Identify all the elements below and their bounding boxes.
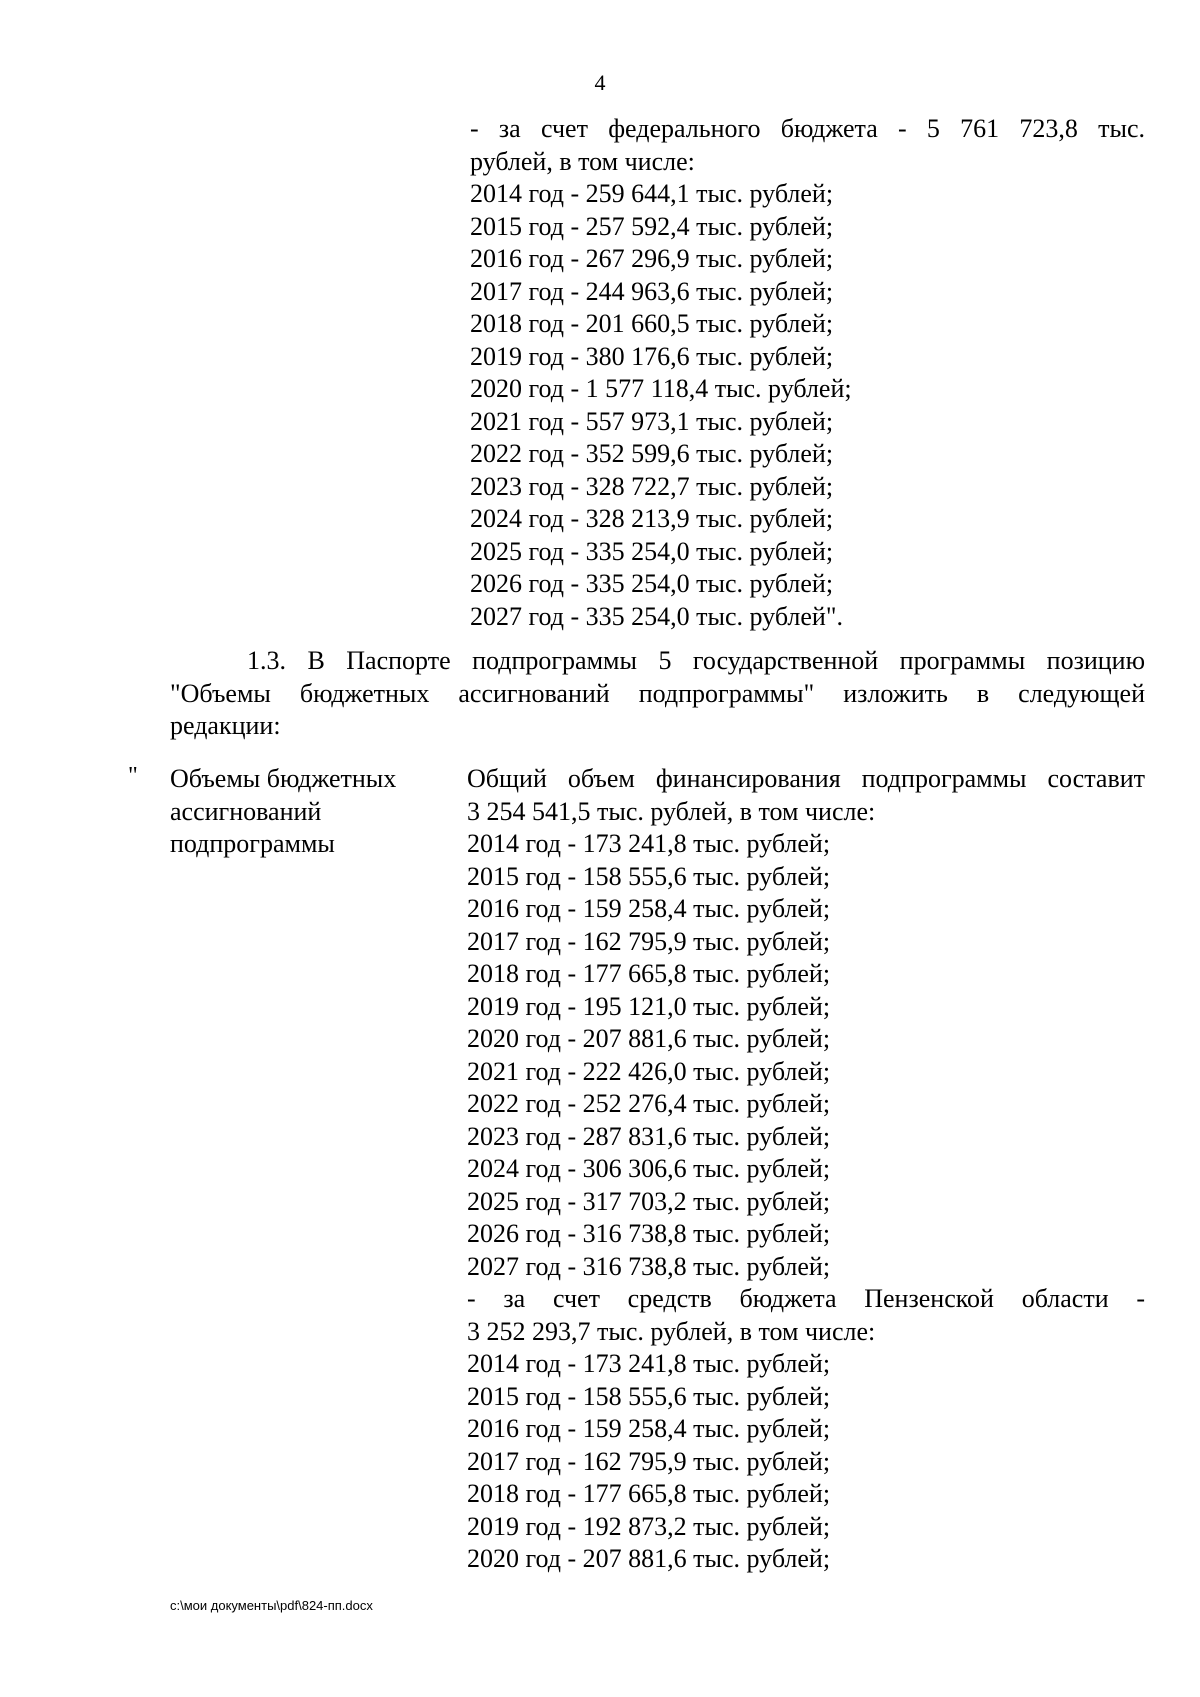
regional-year-line: 2014 год - 173 241,8 тыс. рублей;: [467, 1349, 831, 1378]
regional-year-line: 2019 год - 192 873,2 тыс. рублей;: [467, 1511, 831, 1541]
label-line: ассигнований: [170, 796, 322, 826]
passport-row-value: [467, 763, 1145, 1576]
total-year-line: 2024 год - 306 306,6 тыс. рублей;: [467, 1154, 831, 1183]
regional-year-line: 2018 год - 177 665,8 тыс. рублей;: [467, 1479, 831, 1508]
total-year-line: 2023 год - 287 831,6 тыс. рублей;: [467, 1121, 831, 1151]
total-year-line: 2025 год - 317 703,2 тыс. рублей;: [467, 1186, 831, 1216]
federal-year-line: 2017 год - 244 963,6 тыс. рублей;: [470, 276, 834, 306]
federal-year-line: 2019 год - 380 176,6 тыс. рублей;: [470, 341, 834, 371]
federal-year-line: 2027 год - 335 254,0 тыс. рублей".: [470, 601, 843, 631]
federal-year-line: 2018 год - 201 660,5 тыс. рублей;: [470, 309, 834, 338]
total-year-line: 2016 год - 159 258,4 тыс. рублей;: [467, 894, 831, 923]
regional-budget-heading: - за счет средств бюджета Пензенской области -: [467, 1284, 1145, 1313]
total-year-line: 2019 год - 195 121,0 тыс. рублей;: [467, 991, 831, 1021]
federal-year-line: 2020 год - 1 577 118,4 тыс. рублей;: [470, 374, 852, 403]
regional-budget-amount: 3 252 293,7 тыс. рублей, в том числе:: [467, 1316, 876, 1346]
total-year-line: 2027 год - 316 738,8 тыс. рублей;: [467, 1251, 831, 1281]
regional-year-line: 2017 год - 162 795,9 тыс. рублей;: [467, 1446, 831, 1476]
regional-year-line: 2020 год - 207 881,6 тыс. рублей;: [467, 1544, 831, 1573]
federal-year-line: 2015 год - 257 592,4 тыс. рублей;: [470, 211, 834, 241]
total-year-line: 2014 год - 173 241,8 тыс. рублей;: [467, 829, 831, 858]
federal-year-line: 2026 год - 335 254,0 тыс. рублей;: [470, 569, 834, 598]
federal-year-line: 2025 год - 335 254,0 тыс. рублей;: [470, 536, 834, 566]
regional-year-line: 2015 год - 158 555,6 тыс. рублей;: [467, 1381, 831, 1411]
total-year-line: 2026 год - 316 738,8 тыс. рублей;: [467, 1219, 831, 1248]
regional-years-list: [467, 1348, 1145, 1576]
paragraph-line: редакции:: [170, 711, 281, 740]
total-year-line: 2017 год - 162 795,9 тыс. рублей;: [467, 926, 831, 956]
total-financing-heading: Общий объем финансирования подпрограммы составит: [467, 764, 1145, 793]
federal-year-line: 2022 год - 352 599,6 тыс. рублей;: [470, 439, 834, 468]
regional-year-line: 2016 год - 159 258,4 тыс. рублей;: [467, 1414, 831, 1443]
total-financing-amount: 3 254 541,5 тыс. рублей, в том числе:: [467, 796, 876, 826]
total-year-line: 2022 год - 252 276,4 тыс. рублей;: [467, 1089, 831, 1118]
amendment-paragraph: [170, 645, 1145, 743]
file-path-footer: c:\мои документы\pdf\824-пп.docx: [170, 1598, 373, 1613]
opening-quote-mark: ": [128, 763, 138, 789]
federal-budget-heading: - за счет федерального бюджета - 5 761 723,8 тыс.: [470, 114, 1145, 143]
federal-year-line: 2014 год - 259 644,1 тыс. рублей;: [470, 179, 834, 208]
total-year-line: 2020 год - 207 881,6 тыс. рублей;: [467, 1024, 831, 1053]
federal-year-line: 2021 год - 557 973,1 тыс. рублей;: [470, 406, 834, 436]
total-years-list: [467, 828, 1145, 1283]
federal-year-line: 2016 год - 267 296,9 тыс. рублей;: [470, 244, 834, 273]
federal-budget-block: [470, 113, 1145, 633]
federal-year-line: 2023 год - 328 722,7 тыс. рублей;: [470, 471, 834, 501]
total-year-line: 2015 год - 158 555,6 тыс. рублей;: [467, 861, 831, 891]
paragraph-line: 1.3. В Паспорте подпрограммы 5 государственной программы позицию: [247, 646, 1145, 675]
total-year-line: 2018 год - 177 665,8 тыс. рублей;: [467, 959, 831, 988]
passport-row-label: [170, 763, 450, 861]
federal-budget-heading-cont: рублей, в том числе:: [470, 146, 695, 176]
page-number: 4: [594, 70, 606, 95]
total-year-line: 2021 год - 222 426,0 тыс. рублей;: [467, 1056, 831, 1086]
label-line: Объемы бюджетных: [170, 764, 397, 793]
federal-year-line: 2024 год - 328 213,9 тыс. рублей;: [470, 504, 834, 533]
label-line: подпрограммы: [170, 829, 335, 858]
federal-years-list: [470, 178, 1145, 633]
paragraph-line: "Объемы бюджетных ассигнований подпрограммы" изложить в следующей: [170, 678, 1145, 708]
